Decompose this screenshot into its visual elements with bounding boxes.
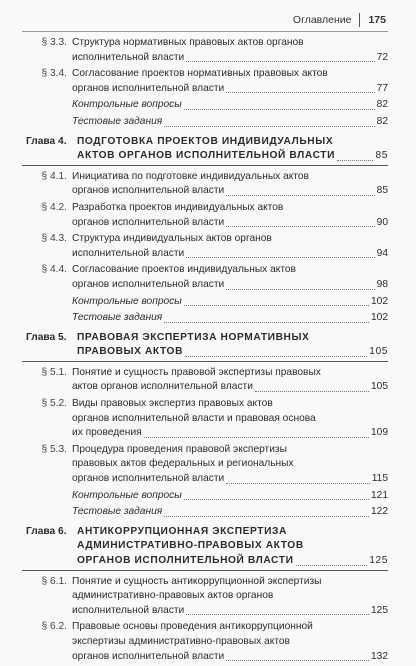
section-title-line: Процедура проведения правовой экспертизы: [72, 443, 287, 455]
section-title-last-line: [72, 650, 388, 665]
chapter-page: 125: [369, 555, 388, 566]
toc-extra-entry[interactable]: [22, 98, 388, 113]
section-title-text: органов исполнительной власти: [72, 216, 225, 228]
chapter-title-last-line: [77, 149, 388, 164]
section-title-last-line: [72, 311, 388, 326]
dot-leader: [226, 195, 374, 196]
section-number: § 4.3.: [41, 233, 67, 245]
chapter-number: Глава 6.: [26, 525, 67, 537]
section-title-text: Тестовые задания: [72, 506, 163, 518]
chapter-title-text: АКТОВ ОРГАНОВ ИСПОЛНИТЕЛЬНОЙ ВЛАСТИ: [77, 150, 336, 162]
chapter-heading[interactable]: [22, 331, 388, 362]
chapter-page: 85: [375, 150, 388, 162]
chapter-title-line: АНТИКОРРУПЦИОННАЯ ЭКСПЕРТИЗА: [77, 525, 287, 537]
section-title-line: Разработка проектов индивидуальных актов: [72, 201, 284, 213]
section-title-last-line: [72, 82, 388, 97]
chapter-page: 105: [369, 346, 388, 358]
section-title: [72, 170, 388, 199]
section-number: [22, 295, 72, 310]
section-number: § 5.3.: [41, 443, 67, 455]
dot-leader: [184, 499, 369, 500]
chapter-title-line: ПРАВОВАЯ ЭКСПЕРТИЗА НОРМАТИВНЫХ: [77, 331, 310, 343]
section-entry[interactable]: [22, 620, 388, 664]
running-head-title: Оглавление: [292, 14, 352, 26]
section-title: [72, 232, 388, 261]
section-title-line: экспертизы административно-правовых актов: [72, 635, 290, 647]
section-number: [22, 98, 72, 113]
chapter-title-last-line: [77, 345, 388, 360]
section-title-last-line: [72, 426, 388, 441]
dot-leader: [337, 160, 373, 161]
section-page: 90: [376, 216, 388, 228]
section-title-text: органов исполнительной власти: [72, 473, 225, 485]
section-title-last-line: [72, 278, 388, 293]
section-number: § 4.2.: [41, 201, 67, 213]
dot-leader: [226, 483, 370, 484]
section-title-text: исполнительной власти: [72, 604, 185, 616]
section-title: [72, 397, 388, 441]
section-title: [72, 311, 388, 326]
section-title-line: Виды правовых экспертиз правовых актов: [72, 398, 273, 410]
dot-leader: [164, 516, 369, 517]
section-page: 125: [371, 604, 388, 616]
table-of-contents: [22, 36, 388, 666]
section-entry[interactable]: [22, 366, 388, 395]
section-page: 82: [376, 115, 388, 127]
section-entry[interactable]: [22, 232, 388, 261]
section-title: [72, 36, 388, 65]
section-title-text: актов органов исполнительной власти: [72, 381, 253, 393]
section-title-text: исполнительной власти: [72, 247, 185, 259]
dot-leader: [226, 226, 374, 227]
toc-extra-entry[interactable]: [22, 505, 388, 520]
dot-leader: [186, 614, 369, 615]
section-page: 85: [376, 185, 388, 197]
chapter-title-last-line: [77, 554, 388, 569]
dot-leader: [184, 109, 375, 110]
section-page: 122: [371, 506, 388, 518]
dot-leader: [226, 92, 374, 93]
section-number: § 5.1.: [41, 366, 67, 378]
section-title-text: Контрольные вопросы: [72, 295, 182, 307]
section-number: § 3.4.: [41, 68, 67, 80]
section-page: 105: [371, 381, 388, 393]
section-title-last-line: [72, 505, 388, 520]
section-title-text: Контрольные вопросы: [72, 99, 182, 111]
dot-leader: [185, 356, 367, 357]
section-entry[interactable]: [22, 575, 388, 619]
chapter-title: [77, 135, 388, 164]
section-number: § 6.1.: [41, 575, 67, 587]
section-number: § 3.3.: [41, 37, 67, 48]
dot-leader: [226, 660, 369, 661]
section-title-last-line: [72, 295, 388, 310]
section-entry[interactable]: [22, 67, 388, 96]
section-page: 94: [376, 247, 388, 259]
dot-leader: [164, 322, 369, 323]
section-title: [72, 201, 388, 230]
section-title-text: Тестовые задания: [72, 312, 163, 324]
section-title: [72, 575, 388, 619]
section-page: 77: [376, 82, 388, 94]
section-number: § 5.2.: [41, 398, 67, 410]
toc-extra-entry[interactable]: [22, 311, 388, 326]
section-page: 102: [371, 312, 388, 324]
section-page: 121: [371, 489, 388, 501]
section-title-last-line: [72, 472, 388, 487]
section-title-last-line: [72, 380, 388, 395]
toc-extra-entry[interactable]: [22, 115, 388, 130]
section-title-text: органов исполнительной власти: [72, 82, 225, 94]
section-entry[interactable]: [22, 170, 388, 199]
section-number: [22, 311, 72, 326]
section-page: 102: [371, 295, 388, 307]
section-title-last-line: [72, 98, 388, 113]
section-title-last-line: [72, 51, 388, 66]
running-head-divider: [359, 13, 360, 27]
chapter-title: [77, 525, 388, 569]
section-title-line: Инициатива по подготовке индивидуальных актов: [72, 170, 309, 182]
dot-leader: [226, 289, 374, 290]
section-title: [72, 263, 388, 292]
chapter-title: [77, 331, 388, 360]
section-title-last-line: [72, 247, 388, 262]
section-entry[interactable]: [22, 36, 388, 65]
chapter-number: Глава 4.: [26, 135, 67, 147]
chapter-heading[interactable]: [22, 135, 388, 166]
section-number: § 6.2.: [41, 621, 67, 633]
section-title: [72, 295, 388, 310]
section-title-text: органов исполнительной власти: [72, 185, 225, 197]
section-entry[interactable]: [22, 263, 388, 292]
section-page: 132: [371, 650, 388, 662]
section-title-line: Правовые основы проведения антикоррупционной: [72, 621, 313, 633]
section-title-last-line: [72, 604, 388, 619]
section-number: [22, 489, 72, 504]
section-page: 72: [376, 51, 388, 63]
section-entry[interactable]: [22, 443, 388, 487]
section-title: [72, 115, 388, 130]
section-title-text: их проведения: [72, 427, 142, 439]
section-number: [22, 505, 72, 520]
toc-extra-entry[interactable]: [22, 489, 388, 504]
chapter-title-line: ПОДГОТОВКА ПРОЕКТОВ ИНДИВИДУАЛЬНЫХ: [77, 135, 334, 147]
section-number: § 4.1.: [41, 170, 67, 182]
chapter-heading[interactable]: [22, 525, 388, 571]
section-title: [72, 443, 388, 487]
section-title-line: Структура нормативных правовых актов органов: [72, 37, 304, 48]
section-title-last-line: [72, 115, 388, 130]
section-title-line: Согласование проектов нормативных правовых актов: [72, 68, 328, 80]
chapter-title-line: АДМИНИСТРАТИВНО-ПРАВОВЫХ АКТОВ: [77, 540, 304, 552]
toc-extra-entry[interactable]: [22, 295, 388, 310]
section-entry[interactable]: [22, 397, 388, 441]
section-page: 115: [371, 473, 388, 485]
dot-leader: [255, 391, 369, 392]
section-title: [72, 98, 388, 113]
dot-leader: [296, 565, 368, 566]
section-title-line: правовых актов федеральных и региональных: [72, 458, 294, 470]
page-number: 175: [368, 14, 386, 26]
section-title-line: административно-правовых актов органов: [72, 590, 274, 602]
section-title-last-line: [72, 184, 388, 199]
section-title-text: органов исполнительной власти: [72, 650, 225, 662]
section-title-line: Понятие и сущность правовой экспертизы правовых: [72, 366, 321, 378]
section-number: [22, 115, 72, 130]
section-title-text: Контрольные вопросы: [72, 489, 182, 501]
section-title: [72, 620, 388, 664]
section-title-line: Понятие и сущность антикоррупционной экспертизы: [72, 575, 322, 587]
section-title: [72, 67, 388, 96]
section-title-text: исполнительной власти: [72, 51, 185, 63]
running-head: [293, 13, 386, 28]
section-title: [72, 489, 388, 504]
dot-leader: [144, 437, 369, 438]
dot-leader: [186, 257, 374, 258]
chapter-title-text: ПРАВОВЫХ АКТОВ: [77, 346, 184, 358]
section-page: 82: [376, 99, 388, 111]
section-title: [72, 505, 388, 520]
section-title-line: Структура индивидуальных актов органов: [72, 233, 272, 245]
section-number: § 4.4.: [41, 264, 67, 276]
dot-leader: [184, 305, 369, 306]
section-title-text: Тестовые задания: [72, 115, 163, 127]
section-title-line: Согласование проектов индивидуальных актов: [72, 264, 296, 276]
section-title-last-line: [72, 489, 388, 504]
section-title-last-line: [72, 216, 388, 231]
section-title-text: органов исполнительной власти: [72, 278, 225, 290]
dot-leader: [186, 61, 374, 62]
chapter-number: Глава 5.: [26, 331, 67, 343]
section-entry[interactable]: [22, 201, 388, 230]
chapter-title-text: ОРГАНОВ ИСПОЛНИТЕЛЬНОЙ ВЛАСТИ: [77, 555, 294, 566]
section-title-line: органов исполнительной власти и правовая основа: [72, 412, 316, 424]
section-page: 109: [371, 427, 388, 439]
dot-leader: [164, 126, 374, 127]
section-page: 98: [376, 278, 388, 290]
header-rule: [22, 31, 388, 32]
section-title: [72, 366, 388, 395]
